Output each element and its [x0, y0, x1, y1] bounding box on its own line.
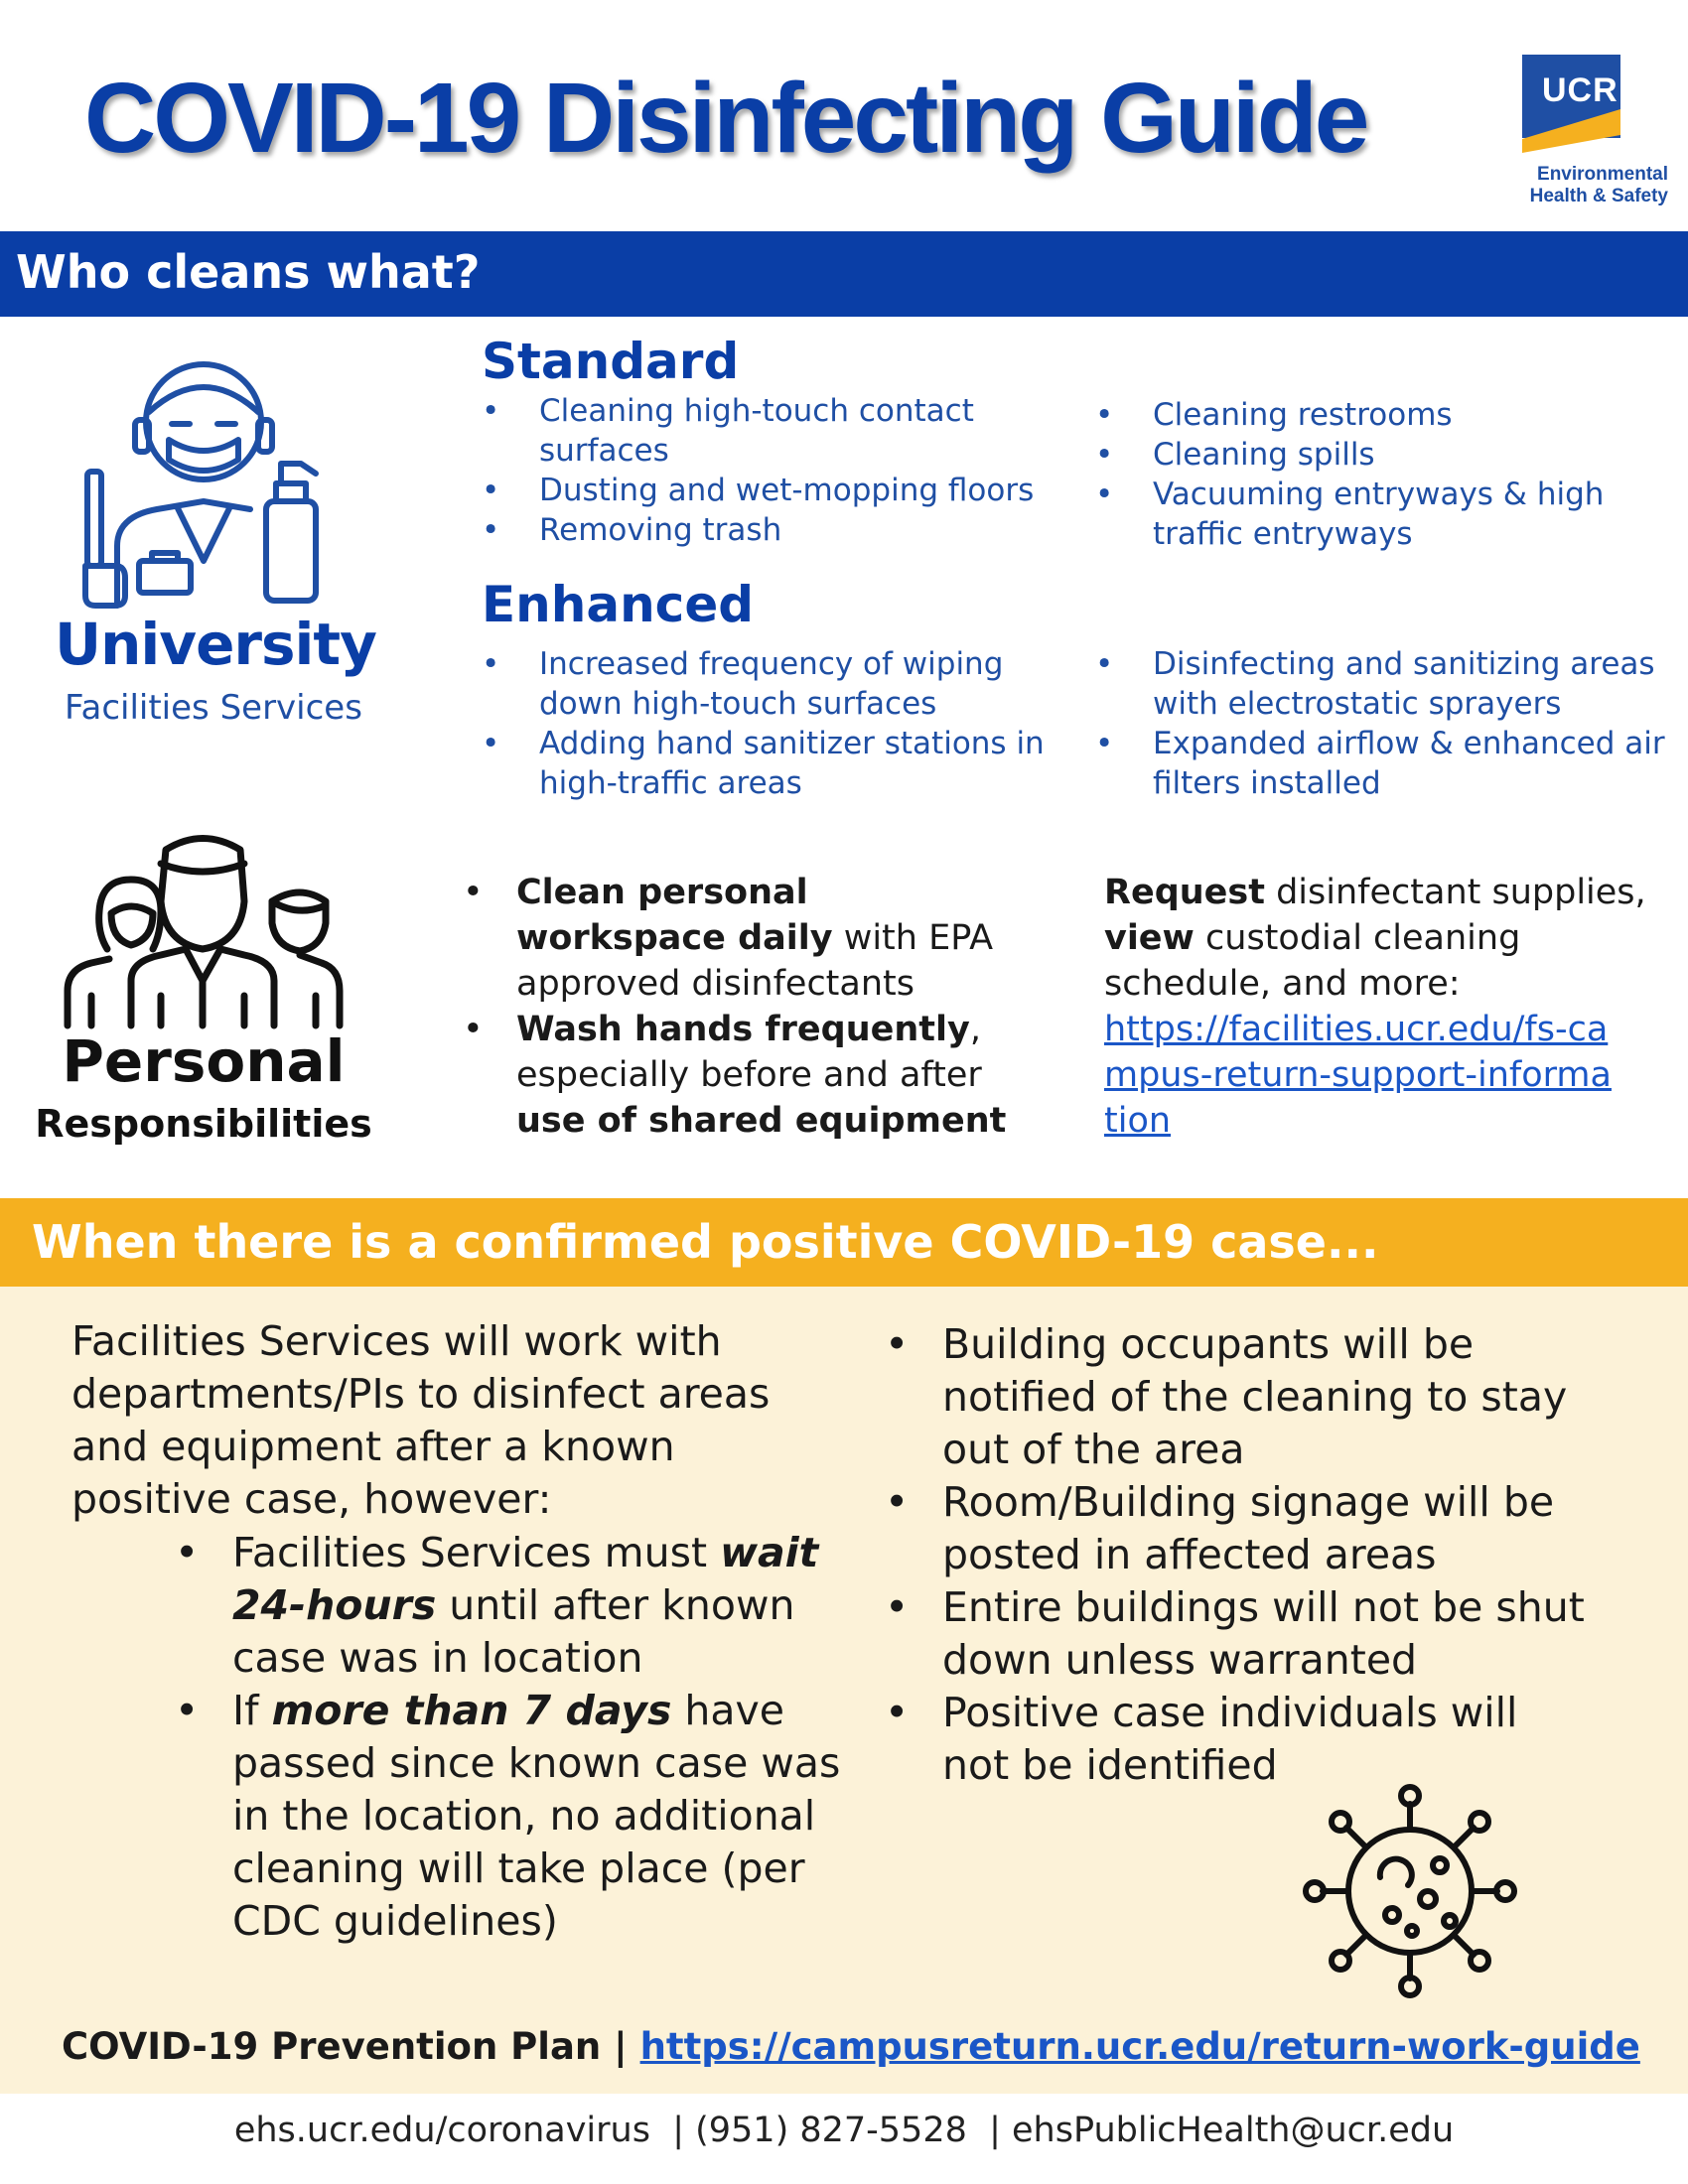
- list-item: • Increased frequency of wiping down high-touch surfaces: [482, 644, 1077, 724]
- positive-case-bar: [0, 1198, 1688, 1287]
- logo-subtitle: Environmental Health & Safety: [1529, 164, 1668, 206]
- positive-case-sublist: [171, 1527, 846, 1948]
- who-cleans-heading: Who cleans what?: [16, 245, 481, 299]
- virus-icon: [1301, 1782, 1519, 2000]
- university-label: University: [55, 611, 376, 678]
- list-item: • Wash hands frequently, especially before and after use of shared equipment: [457, 1007, 1013, 1144]
- who-cleans-bar: [0, 231, 1688, 317]
- list-item: • Clean personal workspace daily with EPA approved disinfectants: [457, 870, 1013, 1007]
- facilities-link[interactable]: https://facilities.ucr.edu/fs-campus-return-support-information: [1104, 1010, 1612, 1141]
- list-item: • Disinfecting and sanitizing areas with electrostatic sprayers: [1095, 644, 1671, 724]
- logo-gold-accent: [1522, 109, 1620, 153]
- list-item: • Cleaning high-touch contact surfaces: [482, 391, 1057, 471]
- footer-contact: ehs.ucr.edu/coronavirus | (951) 827-5528 | ehsPublicHealth@ucr.edu: [233, 2111, 1455, 2150]
- enhanced-list-left: [482, 644, 1077, 803]
- enhanced-heading: Enhanced: [482, 576, 755, 633]
- list-item: • Cleaning spills: [1095, 435, 1671, 475]
- list-item: • Removing trash: [482, 510, 1057, 550]
- standard-list-right: [1095, 395, 1671, 554]
- list-item: • Expanded airflow & enhanced air filters installed: [1095, 724, 1671, 803]
- personal-label: Personal: [62, 1027, 346, 1095]
- people-group-icon: [62, 822, 345, 1030]
- positive-case-right-list: [881, 1318, 1596, 1792]
- list-item: • Room/Building signage will be posted in affected areas: [881, 1476, 1596, 1581]
- list-item: • If more than 7 days have passed since known case was in the location, no additional cleaning will take place (per CDC guidelines): [171, 1685, 846, 1948]
- list-item: • Adding hand sanitizer stations in high-traffic areas: [482, 724, 1077, 803]
- enhanced-list-right: [1095, 644, 1671, 803]
- list-item: • Cleaning restrooms: [1095, 395, 1671, 435]
- university-sublabel: Facilities Services: [65, 688, 362, 728]
- personal-list: [457, 870, 1013, 1144]
- custodian-icon: [77, 352, 331, 611]
- positive-case-intro: Facilities Services will work with departments/PIs to disinfect areas and equipment after a known positive case, however:: [71, 1317, 771, 1523]
- list-item: • Vacuuming entryways & high traffic entryways: [1095, 475, 1671, 554]
- list-item: • Building occupants will be notified of the cleaning to stay out of the area: [881, 1318, 1596, 1476]
- prevention-plan-label: COVID-19 Prevention Plan |: [62, 2025, 628, 2068]
- logo-text: UCR: [1542, 71, 1618, 109]
- prevention-plan-link[interactable]: https://campusreturn.ucr.edu/return-work-guide: [639, 2025, 1640, 2068]
- standard-list-left: [482, 391, 1057, 550]
- request-supplies-text: Request disinfectant supplies, view custodial cleaning schedule, and more: https://facilities.ucr.edu/fs-campus-return-support-information: [1104, 870, 1660, 1144]
- personal-sublabel: Responsibilities: [35, 1102, 372, 1146]
- positive-case-heading: When there is a confirmed positive COVID-19 case...: [32, 1215, 1379, 1269]
- list-item: • Facilities Services must wait 24-hours until after known case was in location: [171, 1527, 846, 1685]
- list-item: • Dusting and wet-mopping floors: [482, 471, 1057, 510]
- list-item: • Entire buildings will not be shut down unless warranted: [881, 1581, 1596, 1687]
- standard-heading: Standard: [482, 333, 740, 390]
- prevention-plan-line: [62, 2025, 1640, 2068]
- list-item: • Positive case individuals will not be identified: [881, 1687, 1596, 1792]
- page-title: COVID-19 Disinfecting Guide: [84, 63, 1367, 174]
